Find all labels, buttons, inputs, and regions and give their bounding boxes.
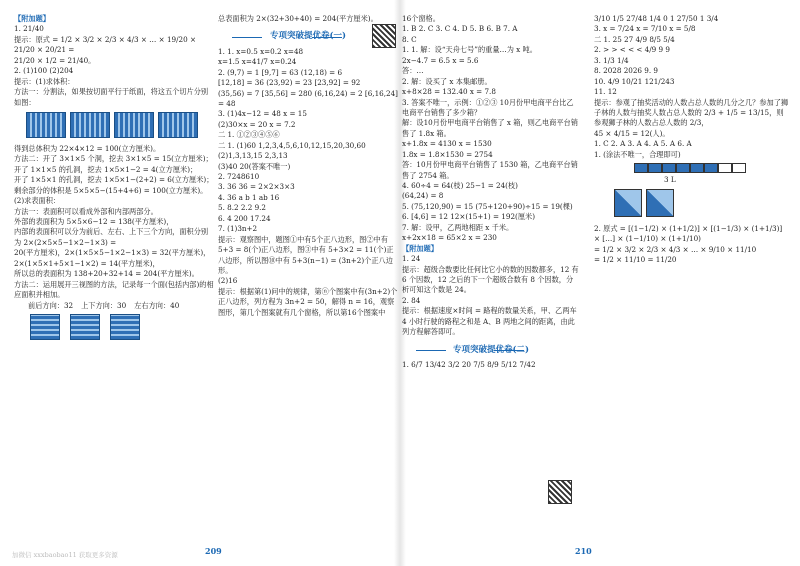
col3-extra-line: 1. 24 (402, 254, 421, 264)
qr-code-2 (548, 480, 572, 504)
col1-line: 方法二：开了 3×1×5 个洞，挖去 3×1×5 = 15(立方厘米)； (14, 154, 213, 164)
col3-line: 16个窗格。 (402, 14, 440, 23)
col4-line: = 1/2 × 11/10 = 11/20 (594, 255, 677, 265)
fill-strip-label: 3 L (664, 175, 676, 185)
column-3 (402, 14, 580, 370)
col3-line: 解：设10月份甲电商平台销售了 x 箱，则乙电商平台销售了 1.8x 箱。 (402, 118, 578, 138)
col4-line: 1. (涂法不唯一，合理即可) (594, 149, 681, 159)
col3-line: 答：10月份甲电商平台销售了 1530 箱，乙电商平台销售了 2754 箱。 (402, 160, 578, 180)
col1-line: 20(平方厘米)，2×(1×5×5−1×2−1×3) = 32(平方厘米)，2×(1×5×1+5×1−1×2) = 14(平方厘米)， (14, 248, 211, 268)
col3-line: 1. B 2. C 3. C 4. D 5. B 6. B 7. A (402, 24, 518, 34)
col1-line: 方法一：表面积可以看成外部和内部两部分。 (14, 206, 158, 216)
col3-line: 8. C (402, 34, 417, 44)
col3-line: (64,24) = 8 (402, 191, 444, 201)
col2-lines (218, 47, 398, 318)
col2-line: 1. 1. x=0.5 x=0.2 x=48 (218, 46, 304, 56)
qr-code-1 (372, 24, 396, 48)
extra-header: 【附加题】 (14, 14, 50, 23)
col3-extra-lines (402, 254, 580, 338)
col2-line: (2)30×x = 20 x = 7.2 (218, 119, 296, 129)
col2-line: 5. 8.2 2.2 9.2 (218, 203, 267, 213)
col1-line: 2. (1)100 (2)204 (14, 66, 74, 76)
col3-line: x+2x×18 = 65×2 x = 230 (402, 233, 497, 243)
view-labels (28, 301, 214, 311)
cube-slice (26, 112, 66, 138)
col4-line: 二 1. 25 27 4/9 8/5 5/4 (594, 34, 675, 44)
col2-line: (2)16 (218, 276, 238, 286)
col1-line: 得到总体积为 22×4×12 = 100(立方厘米)。 (14, 143, 161, 153)
col1-line: 开了 1×5×1 的孔洞，挖去 1×5×1−(2+2) = 6(立方厘米)； (14, 175, 214, 185)
col2-line: 二 1. ①②③④⑤⑥ (218, 130, 280, 140)
shaded-square (646, 189, 674, 217)
column-2 (218, 14, 398, 318)
col4-line: = 1/2 × 3/2 × 2/3 × 4/3 × … × 9/10 × 11/10 (594, 244, 757, 254)
col2-line: 提示：观察图中，题图①中有5个正八边形，图②中有 5+3 = 8(个)正八边形，图③中有 5+3×2 = 11(个)正八边形，所以图⑩中有 5+3(n−1) = (3n+2)个正八边形。 (218, 234, 394, 275)
col4-line: 3/10 1/5 27/48 1/4 0 1 27/50 1 3/4 (594, 14, 719, 23)
col4-line: 45 × 4/15 = 12(人)。 (594, 128, 670, 138)
cube-slices-figure (26, 112, 214, 138)
col1-line: (2)求表面积： (14, 196, 61, 206)
col4-line: 2. > > < < < 4/9 9 9 (594, 45, 670, 55)
col2-line: 3. (1)4x−12 = 48 x = 15 (218, 109, 307, 119)
col3-line: 1. 1. 解：设“天舟七号”的重量…为 x 吨。 (402, 45, 537, 55)
view-label: 前后方向：32 (28, 300, 74, 310)
section-title-2: 专项突破提优卷(二) (402, 344, 580, 356)
column-4 (594, 14, 790, 266)
col3-line: 6. [4,6] = 12 12×(15+1) = 192(厘米) (402, 212, 536, 222)
shaded-square (614, 189, 642, 217)
col4-line: 10. 4/9 10/21 121/243 (594, 76, 675, 86)
col1-line: 外部的表面积为 5×5×6−12 = 138(平方厘米)， (14, 217, 174, 226)
view-figures (30, 314, 214, 340)
col3-line: 3. 答案不唯一，示例：①②③ 10月份甲电商平台比乙电商平台销售了多少箱？ (402, 97, 574, 117)
col2-line: (3)40 20(答案不唯一) (218, 161, 291, 171)
col4-line: 3. x = 7/24 x = 7/10 x = 5/8 (594, 24, 696, 34)
col1-line: 内部的表面积可以分为前后、左右、上下三个方向，面积分别为 2×(2×5×5−1×2−1×3) = (14, 227, 209, 247)
col4-lines (594, 14, 790, 266)
col1-line: 所以总的表面积为 138+20+32+14 = 204(平方厘米)。 (14, 269, 199, 279)
col2-line: 2. 7248610 (218, 172, 260, 181)
col3-extra-line: 提示：超级合数要比任何比它小的数的因数都多，12 有 6 个因数，12 之后的下一个超级合数有 8 个因数，分析可知这个数是 24。 (402, 264, 579, 295)
col3-line: 答：… (402, 66, 424, 76)
section-title-1: 专项突破提优卷(一) (218, 30, 398, 42)
cube-slice (158, 112, 198, 138)
column-1 (14, 14, 214, 340)
col2-line: 6. 4 200 17.24 (218, 213, 271, 223)
col4-line: 11. 12 (594, 87, 617, 97)
top-view-figure (70, 314, 100, 340)
col2-line: (2)1,3,13,15 2,3,13 (218, 151, 288, 161)
col1-line: 方法二：运用展开三视图的方法，记录每一个面(包括内部)的相应面积并相加。 (14, 279, 214, 300)
footer-watermark: 加微信 xxxbaobao11 获取更多资源 (12, 550, 118, 559)
col3-line: 5. (75,120,90) = 15 (75+120+90)÷15 = 19(棵) (402, 201, 573, 211)
col3-line: x+1.8x = 4130 x = 1530 (402, 139, 492, 149)
col1-line: 剩余部分的体积是 5×5×5−(15+4+6) = 100(立方厘米)。 (14, 185, 208, 195)
col1-line: 提示：(1)求体积： (14, 76, 75, 86)
col3-extra-line: 2. 84 (402, 295, 421, 305)
page-number-left: 209 (205, 546, 222, 557)
col4-line: 提示：参观了抽奖活动的人数占总人数的几分之几？参加了狮子林的人数与抽奖人数占总人数的 2/3 + 1/5 = 13/15，则参观狮子林的人数占总人数的 2/3， (594, 97, 789, 128)
col3-lines (402, 14, 580, 244)
col3-line: 2x−4.7 = 6.5 x = 5.6 (402, 55, 479, 65)
col1-line: 方法一：分割法，如果按切面平行于纸面，将这五个切片分别如图： (14, 87, 209, 107)
col2-line: 7. (1)3n+2 (218, 224, 258, 234)
col1-line: 21/20 × 1/2 = 21/40。 (14, 55, 96, 65)
col4-line: 8. 2028 2026 9. 9 (594, 66, 659, 76)
cube-slice (70, 112, 110, 138)
fill-strip-figure (634, 163, 790, 173)
col1-line: 1. 21/40 (14, 24, 44, 34)
col3-line: 2. 解：设买了 x 本集邮册。 (402, 76, 492, 86)
col2-line: 4. 36 a b 1 ab 16 (218, 192, 280, 202)
col4-line: 3. 1/3 1/4 (594, 55, 629, 65)
col2-top-line: 总表面积为 2×(32+30+40) = 204(平方厘米)。 (218, 14, 378, 23)
col3-last-line: 1. 6/7 13/42 3/2 20 7/5 8/9 5/12 7/42 (402, 359, 536, 369)
col3-line: x+8×28 = 132.40 x = 7.8 (402, 87, 496, 97)
col2-line: [12,18] = 36 (23,92) = 23 [23,92] = 92 (218, 78, 361, 88)
side-view-figure (110, 314, 140, 340)
square-figures (614, 189, 790, 220)
col1-lines (14, 24, 214, 300)
col2-line: 3. 36 36 = 2×2×3×3 (218, 182, 295, 192)
col4-line: 1. C 2. A 3. A 4. A 5. A 6. A (594, 139, 692, 149)
page-number-right: 210 (575, 546, 592, 557)
col4-line: 2. 原式 = [(1−1/2) × (1+1/2)] × [(1−1/3) × (1+1/3)] × […] × (1−1/10) × (1+1/10) (594, 224, 783, 244)
col2-line: 提示：根据第(1)问中的规律，第ⓝ个图案中有(3n+2)个正八边形，列方程为 3n+2 = 50，解得 n = 16，观察图形，第几个图案就有几个窗格，所以第16个图案中 (218, 286, 398, 317)
col2-line: 二 1. (1)60 1,2,3,4,5,6,10,12,15,20,30,60 (218, 140, 366, 150)
view-label: 左右方向：40 (134, 300, 180, 310)
cube-slice (114, 112, 154, 138)
col1-line: 开了 1×1×5 的孔洞，挖去 1×5×1−2 = 4(立方厘米)； (14, 164, 198, 174)
extra-header-2: 【附加题】 (402, 243, 438, 253)
col3-line: 1.8x = 1.8×1530 = 2754 (402, 149, 493, 159)
view-label: 上下方向：30 (81, 300, 127, 310)
col1-line: 提示：原式 = 1/2 × 3/2 × 2/3 × 4/3 × … × 19/20 × 21/20 × 20/21 = (14, 34, 196, 55)
col3-extra-line: 提示：根据速度×时间 = 路程的数量关系，甲、乙两车 4 小时行驶的路程之和是 A、B 两地之间的距离，由此列方程解答即可。 (402, 306, 577, 337)
col3-line: 4. 60÷4 = 64(枝) 25−1 = 24(枝) (402, 181, 518, 190)
front-view-figure (30, 314, 60, 340)
col2-line: x=1.5 x=41/7 x=0.24 (218, 57, 297, 67)
col3-line: 7. 解：设甲，乙两地相距 x 千米。 (402, 222, 514, 232)
col2-line: (35,56) = 7 [35,56] = 280 (6,16,24) = 2 [6,16,24] = 48 (218, 88, 398, 108)
col2-line: 2. (9,7) = 1 [9,7] = 63 (12,18) = 6 (218, 67, 343, 77)
col2-top-lines (218, 14, 398, 24)
